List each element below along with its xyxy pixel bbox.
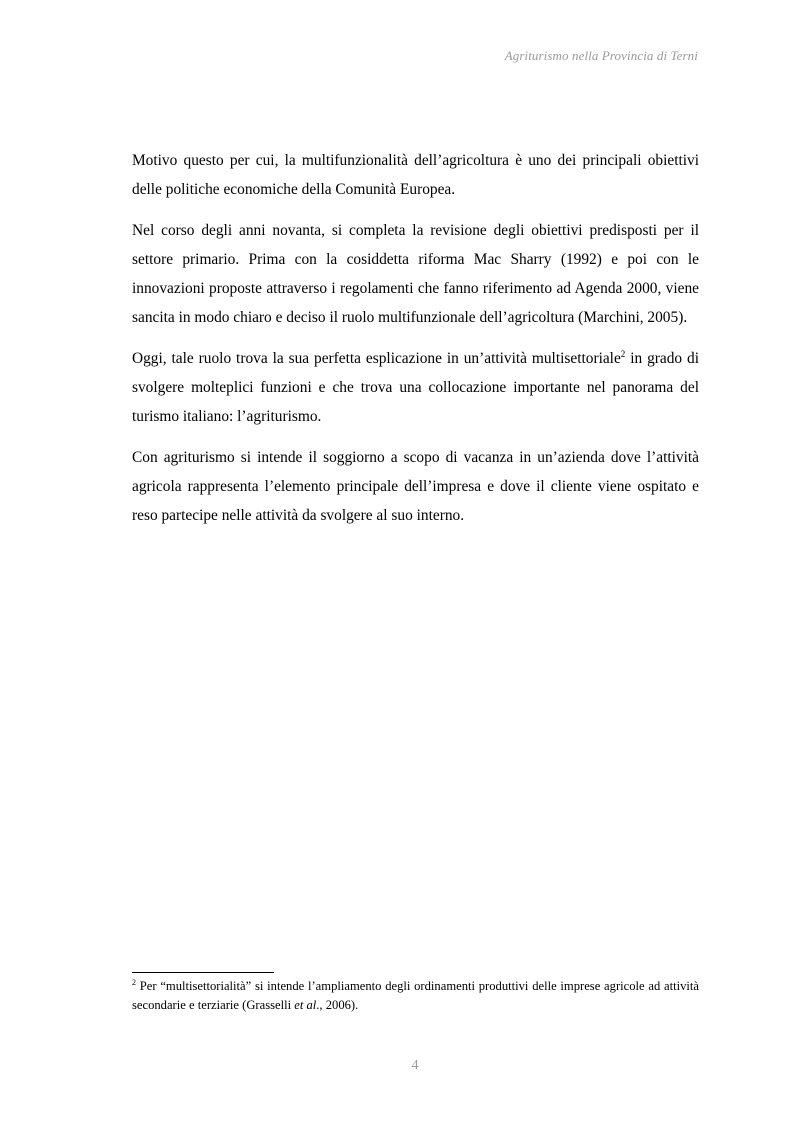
paragraph-3-text-before: Oggi, tale ruolo trova la sua perfetta esplicazione in un’attività multisettoriale [132,350,621,367]
footnote-separator [132,972,274,973]
footnote-text-before: Per “multisettorialità” si intende l’ampliamento degli ordinamenti produttivi delle imprese agricole ad attività secondarie e terziarie (Grasselli [132,979,699,1012]
paragraph-3-text-after: in grado di svolgere molteplici funzioni e che trova una collocazione importante nel panorama del turismo italiano: l’agriturismo. [132,350,699,425]
paragraph-1: Motivo questo per cui, la multifunzionalità dell’agricoltura è uno dei principali obiettivi delle politiche economiche della Comunità Europea. [132,152,699,198]
footnote-italic-text: et al [294,998,317,1012]
paragraph-2: Nel corso degli anni novanta, si completa la revisione degli obiettivi predisposti per il settore primario. Prima con la cosiddetta riforma Mac Sharry (1992) e poi con le innovazioni proposte attraverso i regolamenti che fanno riferimento ad Agenda 2000, viene sancita in modo chiaro e deciso il ruolo multifunzionale dell’agricoltura (Marchini, 2005). [132,222,699,326]
paragraph-3 [132,344,699,431]
footnote-text-after: ., 2006). [316,998,359,1012]
paragraph-4: Con agriturismo si intende il soggiorno a scopo di vacanza in un’azienda dove l’attività agricola rappresenta l’elemento principale dell’impresa e dove il cliente viene ospitato e reso partecipe nelle attività da svolgere al suo interno. [132,449,699,524]
footnote [132,977,699,1015]
footnote-marker: 2 [132,977,136,987]
page-number: 4 [411,1058,419,1073]
body-text [132,146,699,542]
footnote-reference[interactable]: 2 [620,348,626,359]
running-header: Agriturismo nella Provincia di Terni [504,48,698,63]
